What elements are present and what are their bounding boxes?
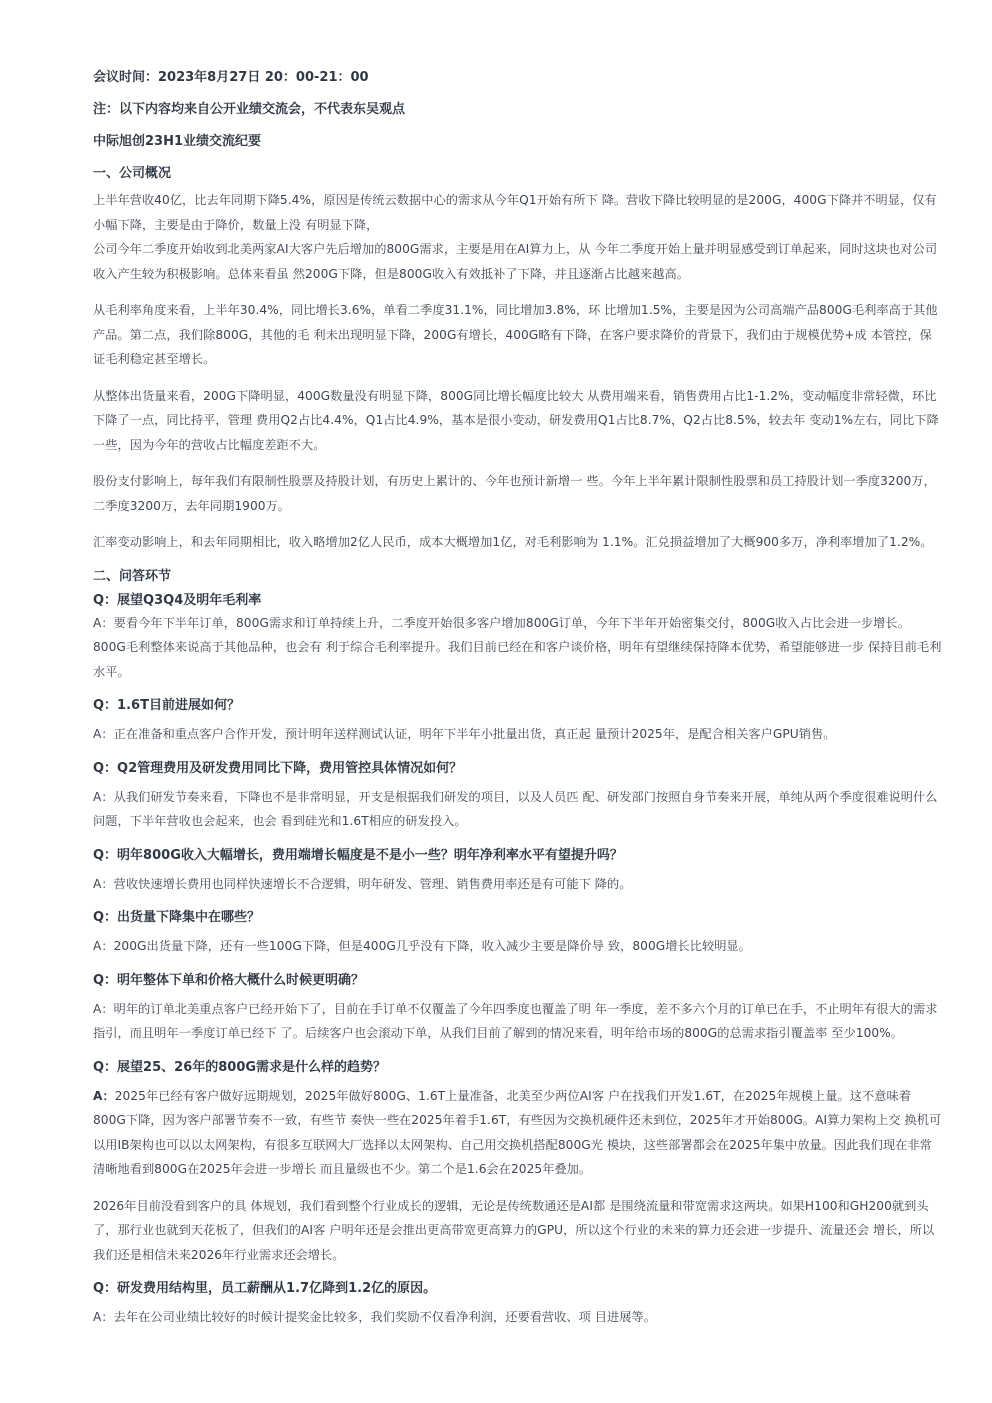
answer: A：去年在公司业绩比较好的时候计提奖金比较多，我们奖励不仅看净利润，还要看营收、项 目进展等。: [93, 1310, 656, 1324]
answer: A：正在准备和重点客户合作开发，预计明年送样测试认证，明年下半年小批量出货，真正起 量预计2025年，是配合相关客户GPU销售。: [93, 727, 836, 741]
answer: 2026年目前没看到客户的具 体规划，我们看到整个行业成长的逻辑，无论是传统数通还是AI都 是围绕流量和带宽需求这两块。如果H100和GH200就到头了，那行业也就到天花板了，但我们的AI客 户明年还是会推出更高带宽更高算力的GPU，所以这个行业的未来的算力还会进一步提升、流量还会 增长，所以我们还是相信未来2026年行业需求还会增长。: [93, 1198, 935, 1262]
section-heading-overview: 一、公司概况: [93, 166, 172, 181]
answer: A：营收快速增长费用也同样快速增长不合逻辑，明年研发、管理、销售费用率还是有可能下 降的。: [93, 876, 632, 891]
answer: [93, 1084, 942, 1182]
disclaimer-note: 注：以下内容均来自公开业绩交流会，不代表东吴观点: [93, 102, 406, 117]
overview-paragraph: 上半年营收40亿，比去年同期下降5.4%，原因是传统云数据中心的需求从今年Q1开始有所下 降。营收下降比较明显的是200G，400G下降并不明显，仅有小幅下降，主要是由于降价，数量上没 有明显下降，: [93, 193, 937, 232]
answer: A：从我们研发节奏来看，下降也不是非常明显，开支是根据我们研发的项目，以及人员匹 配、研发部门按照自身节奏来开展，单纯从两个季度很难说明什么问题，下半年营收也会起来，也会 看到硅光和1.6T相应的研发投入。: [93, 789, 938, 828]
question: Q：展望Q3Q4及明年毛利率: [93, 592, 262, 608]
overview-paragraph: 从整体出货量来看，200G下降明显，400G数量没有明显下降，800G同比增长幅度比较大 从费用端来看，销售费用占比1-1.2%，变动幅度非常轻微，环比下降了一点，同比持平，管理 费用Q2占比4.4%，Q1占比4.9%，基本是很小变动，研发费用Q1占比8.7%，Q2占比8.5%，较去年 变动1%左右，同比下降一些，因为今年的营收占比幅度差距不大。: [93, 388, 939, 452]
answer: A：明年的订单北美重点客户已经开始下了，目前在手订单不仅覆盖了今年四季度也覆盖了明 年一季度，差不多六个月的订单已在手，不止明年有很大的需求指引，而且明年一季度订单已经下 了。后续客户也会滚动下单，从我们目前了解到的情况来看，明年给市场的800G的总需求指引覆盖率 至少100%。: [93, 1001, 938, 1040]
overview-paragraph: 公司今年二季度开始收到北美两家AI大客户先后增加的800G需求，主要是用在AI算力上，从 今年二季度开始上量并明显感受到订单起来，同时这块也对公司收入产生较为积极影响。总体来看虽 然200G下降，但是800G收入有效抵补了下降，并且逐渐占比越来越高。: [93, 242, 938, 281]
question: Q：出货量下降集中在哪些？: [93, 910, 261, 925]
section-heading-qa: 二、问答环节: [93, 568, 172, 584]
overview-paragraph: 股份支付影响上，每年我们有限制性股票及持股计划，有历史上累计的、今年也预计新增一 些。今年上半年累计限制性股票和员工持股计划一季度3200万，二季度3200万，去年同期1900万。: [93, 474, 936, 513]
question: Q：明年整体下单和价格大概什么时候更明确？: [93, 972, 365, 988]
question: Q：研发费用结构里，员工薪酬从1.7亿降到1.2亿的原因。: [93, 1281, 437, 1296]
answer: A：200G出货量下降，还有一些100G下降，但是400G几乎没有下降，收入减少主要是降价导 致，800G增长比较明显。: [93, 939, 751, 953]
answer: A：要看今年下半年订单，800G需求和订单持续上升，二季度开始很多客户增加800G订单，今年下半年开始密集交付，800G收入占比会进一步增长。800G毛利整体来说高于其他品种，也会有 利于综合毛利率提升。我们目前已经在和客户谈价格，明年有望继续保持降本优势，希望能够进一步 保持目前毛利水平。: [93, 615, 942, 679]
overview-paragraph: 从毛利率角度来看，上半年30.4%，同比增长3.6%，单看二季度31.1%，同比增加3.8%，环 比增加1.5%，主要是因为公司高端产品800G毛利率高于其他产品。第二点，我们除800G，其他的毛 利未出现明显下降，200G有增长，400G略有下降，在客户要求降价的背景下，我们由于规模优势+成 本管控，保证毛利稳定甚至增长。: [93, 303, 938, 366]
question: Q：明年800G收入大幅增长，费用端增长幅度是不是小一些？明年净利率水平有望提升吗？: [93, 847, 623, 863]
overview-paragraph: 汇率变动影响上，和去年同期相比，收入略增加2亿人民币，成本大概增加1亿，对毛利影响为 1.1%。汇兑损益增加了大概900多万，净利率增加了1.2%。: [93, 535, 933, 549]
meeting-time: 会议时间：2023年8月27日 20：00-21：00: [93, 70, 369, 85]
question: Q：Q2管理费用及研发费用同比下降，费用管控具体情况如何？: [93, 760, 463, 776]
document-title: 中际旭创23H1业绩交流纪要: [93, 134, 262, 149]
question: Q：1.6T目前进展如何？: [93, 698, 240, 713]
answer-text: 2025年已经有客户做好远期规划，2025年做好800G、1.6T上量准备，北美至少两位AI客 户在找我们开发1.6T，在2025年规模上量。这不意味着800G下降，因为客户部署节奏不一致，有些节 奏快一些在2025年着手1.6T，有些因为交换机硬件还未到位，2025年才开始800G。AI算力架构上交 换机可以用IB架构也可以以太网架构，有很多互联网大厂选择以太网架构、自己用交换机搭配800G光 模块，这些部署都会在2025年集中放量。因此我们现在非常清晰地看到800G在2025年会进一步增长 而且量级也不少。第二个是1.6会在2025年叠加。: [93, 1088, 942, 1176]
answer-prefix: A：: [93, 1088, 115, 1103]
question: Q：展望25、26年的800G需求是什么样的趋势？: [93, 1059, 387, 1075]
